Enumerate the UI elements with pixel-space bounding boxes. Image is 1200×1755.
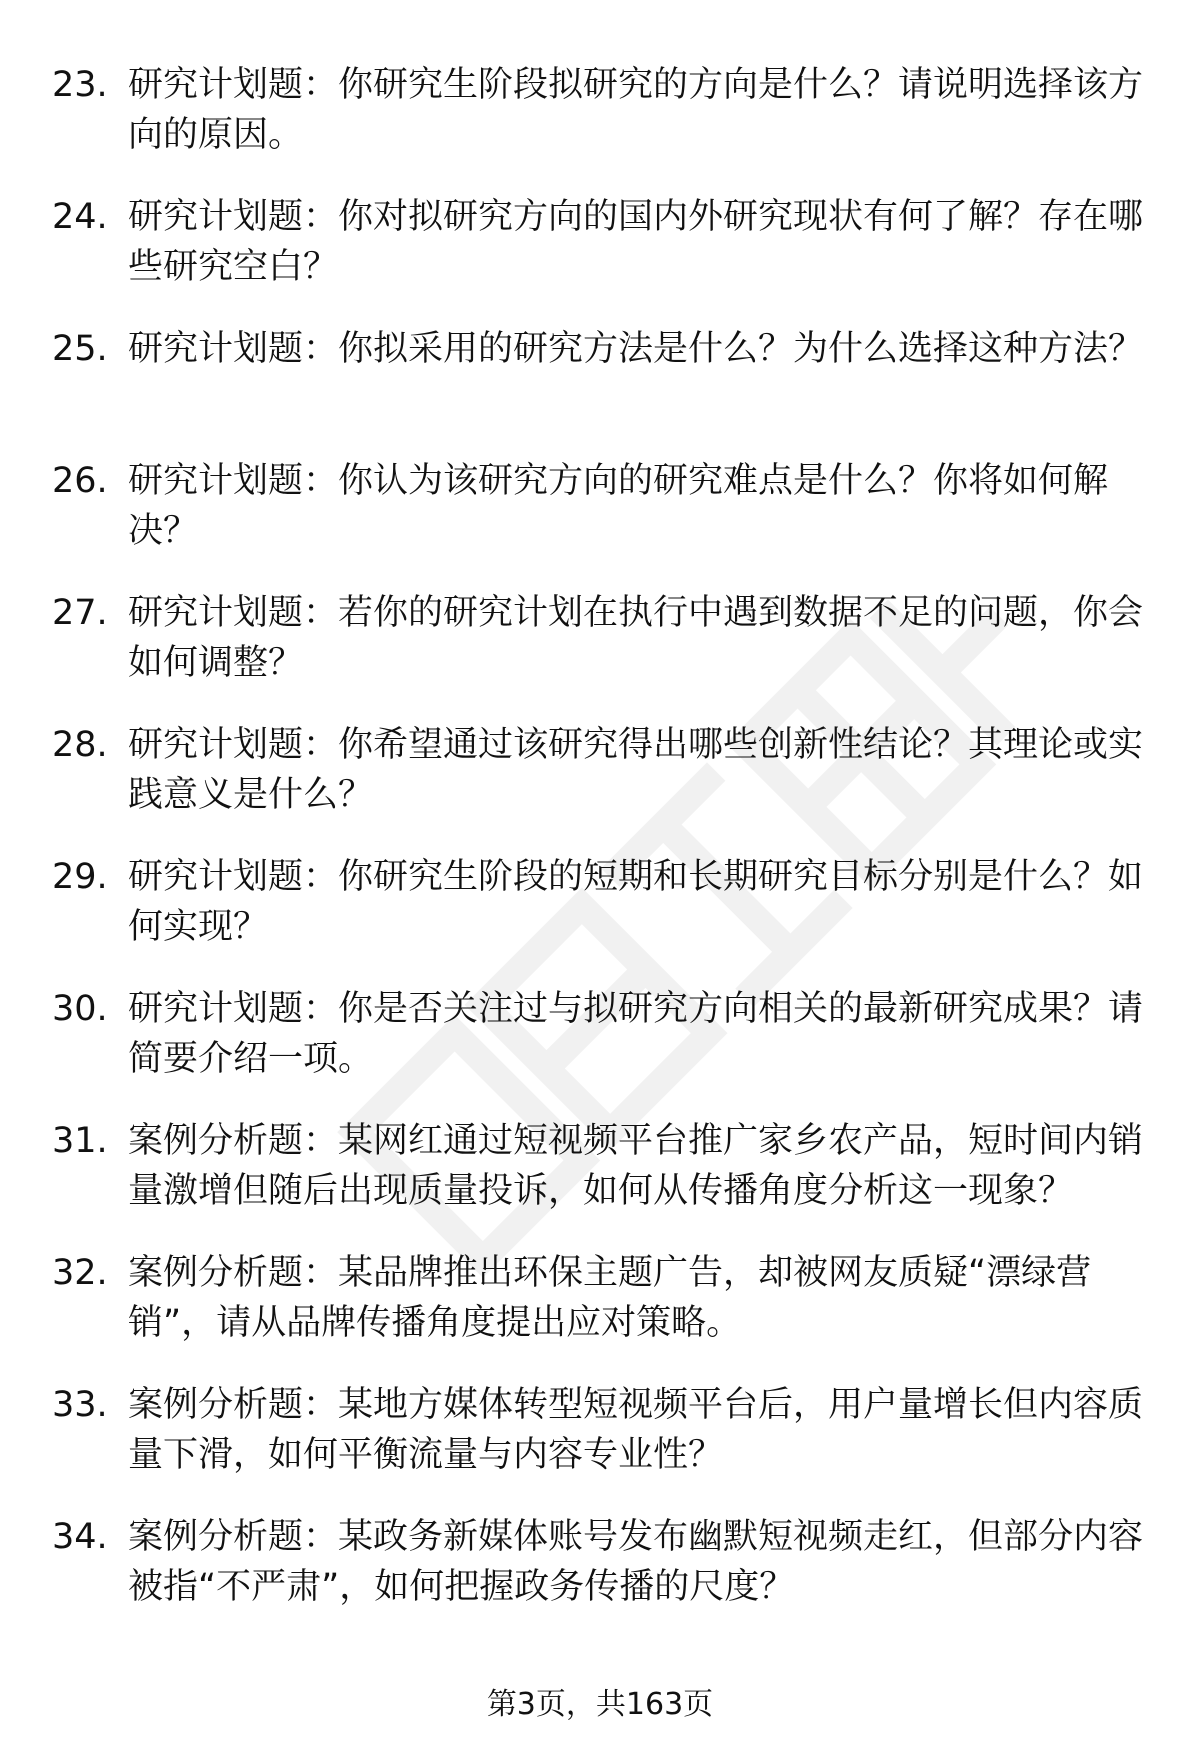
question-item xyxy=(0,324,1200,456)
question-number: 27. xyxy=(52,593,108,633)
page-indicator: 第3页，共163页 xyxy=(486,1687,714,1722)
question-text: 研究计划题：你希望通过该研究得出哪些创新性结论？其理论或实践意义是什么？ xyxy=(128,725,1144,815)
question-item xyxy=(0,984,1200,1116)
question-item xyxy=(0,1380,1200,1512)
question-number: 28. xyxy=(52,725,108,765)
question-number: 23. xyxy=(52,65,108,105)
question-text: 案例分析题：某品牌推出环保主题广告，却被网友质疑“漂绿营销”，请从品牌传播角度提出应对策略。 xyxy=(128,1253,1092,1343)
question-text: 研究计划题：你研究生阶段拟研究的方向是什么？请说明选择该方向的原因。 xyxy=(128,65,1144,155)
question-number: 30. xyxy=(52,989,108,1029)
question-item xyxy=(0,588,1200,720)
question-number: 34. xyxy=(52,1517,108,1557)
question-number: 32. xyxy=(52,1253,108,1293)
question-text: 研究计划题：你认为该研究方向的研究难点是什么？你将如何解决？ xyxy=(128,461,1109,551)
question-item xyxy=(0,1512,1200,1644)
question-item xyxy=(0,192,1200,324)
question-number: 26. xyxy=(52,461,108,501)
question-number: 29. xyxy=(52,857,108,897)
question-item xyxy=(0,1248,1200,1380)
question-number: 31. xyxy=(52,1121,108,1161)
question-text: 案例分析题：某网红通过短视频平台推广家乡农产品，短时间内销量激增但随后出现质量投诉，如何从传播角度分析这一现象？ xyxy=(128,1121,1144,1211)
question-text: 研究计划题：你是否关注过与拟研究方向相关的最新研究成果？请简要介绍一项。 xyxy=(128,989,1144,1079)
question-list xyxy=(0,60,1200,1644)
question-item xyxy=(0,720,1200,852)
question-text: 研究计划题：你对拟研究方向的国内外研究现状有何了解？存在哪些研究空白？ xyxy=(128,197,1144,287)
question-item xyxy=(0,456,1200,588)
question-text: 案例分析题：某地方媒体转型短视频平台后，用户量增长但内容质量下滑，如何平衡流量与内容专业性？ xyxy=(128,1385,1144,1475)
question-item xyxy=(0,60,1200,192)
question-number: 24. xyxy=(52,197,108,237)
question-item xyxy=(0,852,1200,984)
question-text: 研究计划题：若你的研究计划在执行中遇到数据不足的问题，你会如何调整？ xyxy=(128,593,1144,683)
question-text: 研究计划题：你研究生阶段的短期和长期研究目标分别是什么？如何实现？ xyxy=(128,857,1144,947)
question-number: 25. xyxy=(52,329,108,369)
question-text: 案例分析题：某政务新媒体账号发布幽默短视频走红，但部分内容被指“不严肃”，如何把握政务传播的尺度？ xyxy=(128,1517,1144,1607)
question-number: 33. xyxy=(52,1385,108,1425)
question-text: 研究计划题：你拟采用的研究方法是什么？为什么选择这种方法？ xyxy=(128,329,1144,369)
question-item xyxy=(0,1116,1200,1248)
